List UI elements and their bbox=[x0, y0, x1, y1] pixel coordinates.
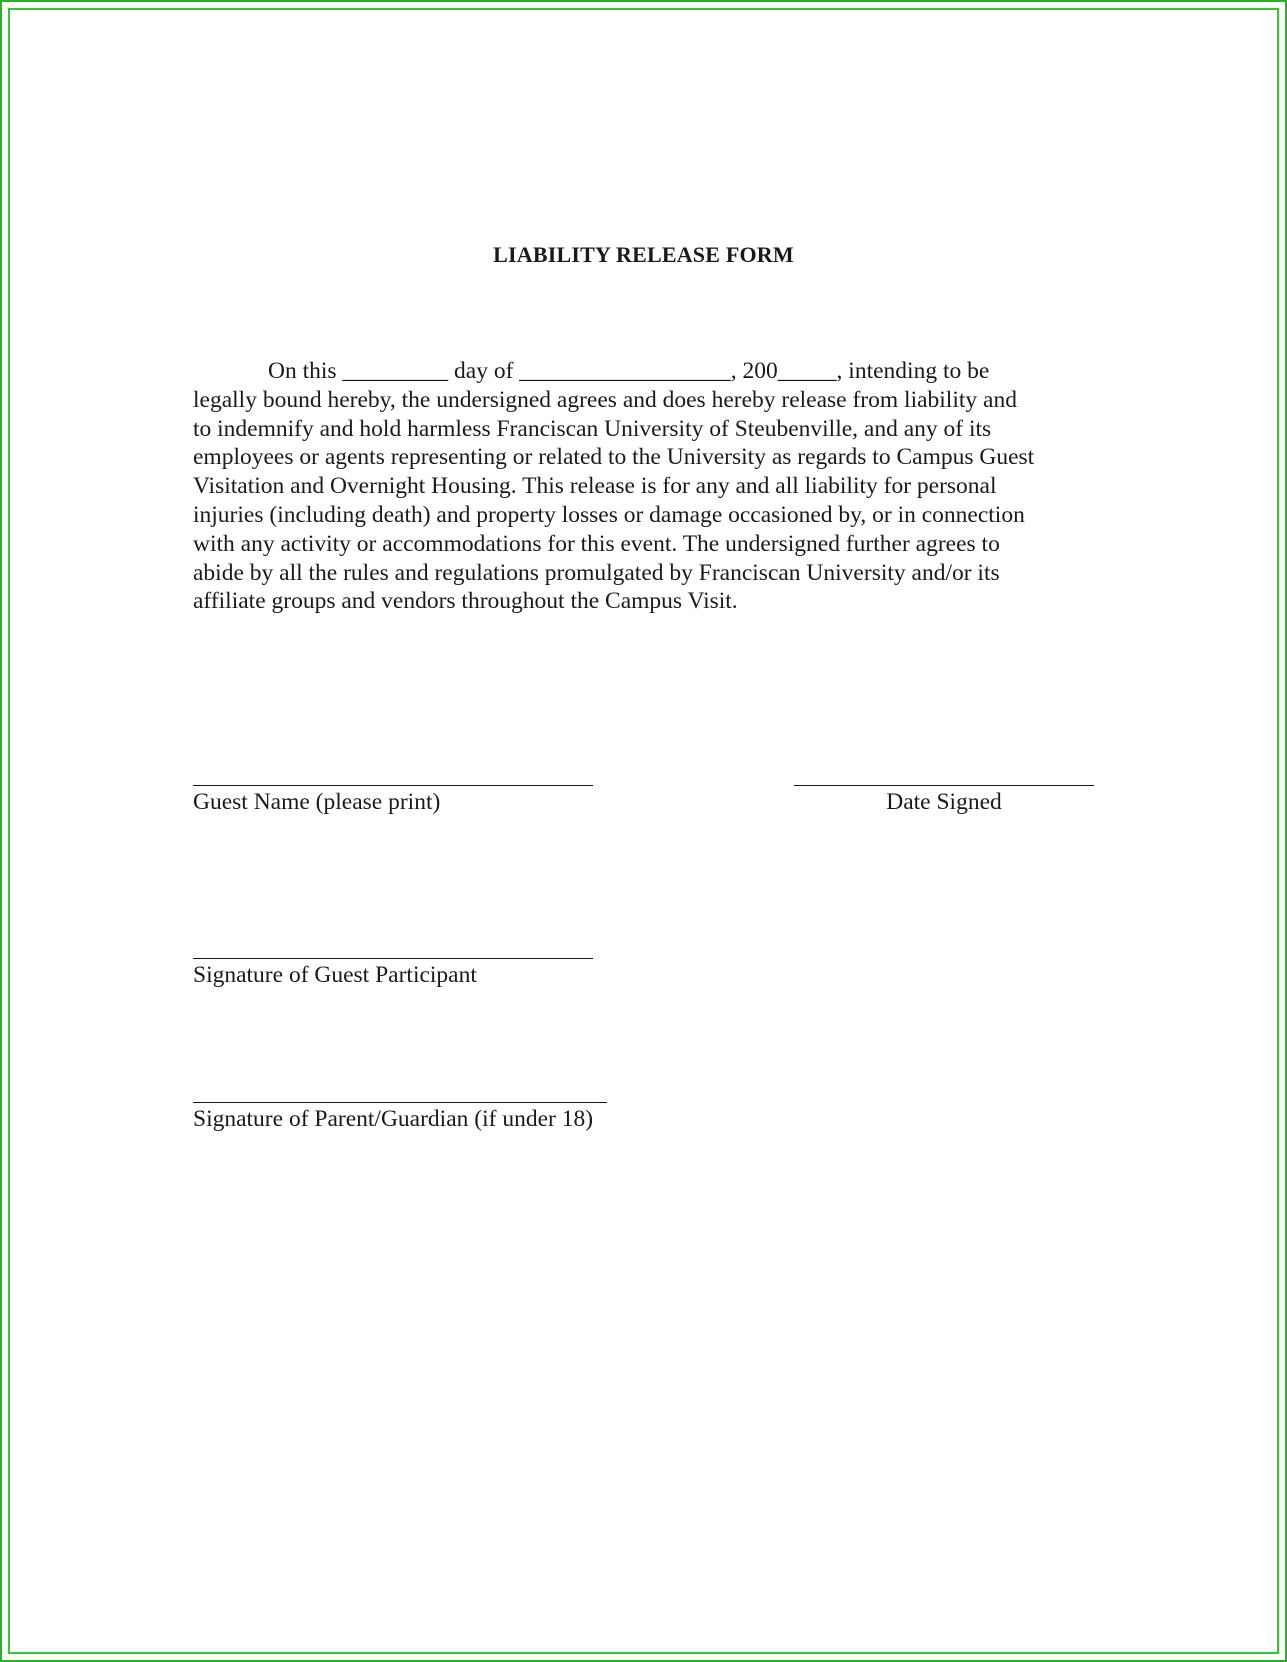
date-signed-line[interactable] bbox=[794, 785, 1094, 786]
paragraph-line: to indemnify and hold harmless Franciscan University of Steubenville, and any of its bbox=[193, 415, 992, 442]
guest-signature-label: Signature of Guest Participant bbox=[193, 962, 477, 988]
guest-signature-line[interactable] bbox=[193, 958, 593, 959]
paragraph-line: affiliate groups and vendors throughout the Campus Visit. bbox=[193, 588, 738, 615]
form-title: LIABILITY RELEASE FORM bbox=[493, 242, 794, 267]
parent-signature-label: Signature of Parent/Guardian (if under 18) bbox=[193, 1106, 594, 1132]
guest-name-line[interactable] bbox=[193, 785, 593, 786]
paragraph-line: legally bound hereby, the undersigned agrees and does hereby release from liability and bbox=[193, 386, 1017, 413]
paragraph-line: abide by all the rules and regulations promulgated by Franciscan University and/or its bbox=[193, 559, 1000, 586]
paragraph-line: Visitation and Overnight Housing. This release is for any and all liability for personal bbox=[193, 473, 997, 500]
guest-name-label: Guest Name (please print) bbox=[193, 789, 441, 815]
release-paragraph bbox=[193, 357, 1093, 616]
parent-signature-line[interactable] bbox=[193, 1102, 607, 1103]
paragraph-line: On this _________ day of __________________, 200_____, intending to be bbox=[268, 358, 990, 384]
paragraph-line: injuries (including death) and property losses or damage occasioned by, or in connection bbox=[193, 501, 1025, 528]
paragraph-line: employees or agents representing or related to the University as regards to Campus Guest bbox=[193, 444, 1035, 471]
paragraph-line: with any activity or accommodations for this event. The undersigned further agrees to bbox=[193, 530, 1000, 557]
date-signed-label: Date Signed bbox=[886, 789, 1002, 815]
